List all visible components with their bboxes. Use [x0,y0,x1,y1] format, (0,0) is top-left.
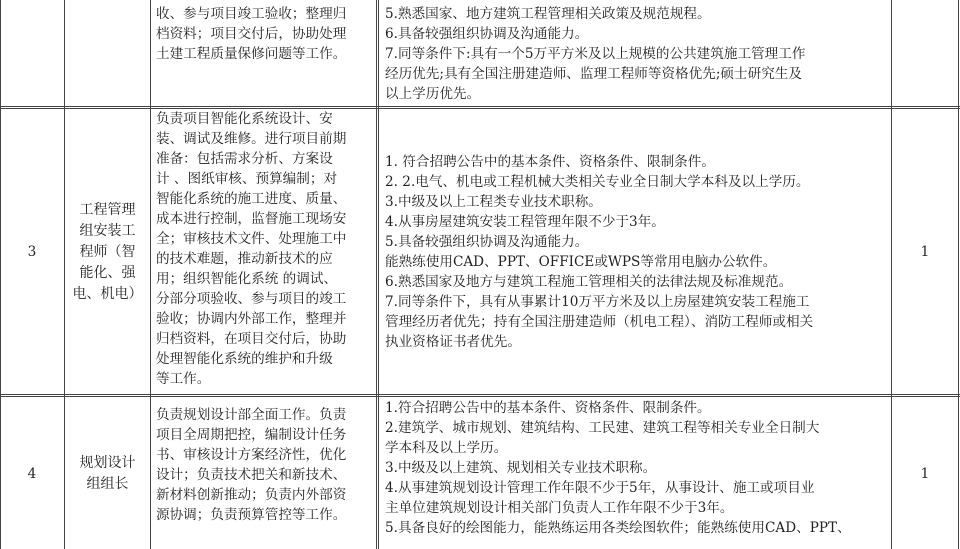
row-index [0,110,64,394]
duties-cell [156,405,378,525]
row-divider [0,106,960,109]
position-line: 电、机电） [72,285,143,302]
requirement-line: 1. 符合招聘公告中的基本条件、资格条件、限制条件。 [385,154,715,170]
requirement-line: 3.中级及以上工程类专业技术职称。 [385,194,602,210]
requirement-line: 4.从事房屋建筑安装工程管理年限不少于3年。 [385,214,665,230]
row-divider [0,394,960,397]
duty-line: 收、参与项目竣工验收；整理归 [156,6,347,22]
requirement-line: 5.具备较强组织协调及沟通能力。 [385,234,589,250]
duties-cell [156,109,378,389]
duty-line: 等工作。 [156,371,211,387]
position-line: 工程管理 [79,201,136,218]
duties-cell [156,4,378,64]
duty-line: 处理智能化系统的维护和升级 [156,351,333,367]
duty-line: 验收；协调内外部工作，整理并 [156,311,347,327]
requirement-line: 学本科及以上学历。 [385,440,508,456]
headcount-value: 1 [920,465,930,482]
requirement-line: 5.具备良好的绘图能力，能熟练运用各类绘图软件；能熟练使用CAD、PPT、 [385,520,851,536]
requirement-line: 主单位建筑规划设计相关部门负责人工作年限不少于3年。 [385,500,734,516]
duty-line: 负责项目智能化系统设计、安 [156,111,333,127]
requirement-line: 1.符合招聘公告中的基本条件、资格条件、限制条件。 [385,400,711,416]
duty-line: 的技术难题，推动新技术的应 [156,251,333,267]
duty-line: 项目全周期把控，编制设计任务 [156,427,347,443]
requirement-line: 4.从事建筑规划设计管理工作年限不少于5年，从事设计、施工或项目业 [385,480,815,496]
requirement-line: 2.建筑学、城市规划、建筑结构、工民建、建筑工程等相关专业全日制大 [385,420,820,436]
duty-line: 智能化系统的施工进度、质量、 [156,191,347,207]
row-index-text: 4 [27,465,37,482]
duty-line: 全；审核技术文件、处理施工中 [156,231,347,247]
duty-line: 档资料；项目交付后，协助处理 [156,26,347,42]
duty-line: 用；组织智能化系统 的调试、 [156,271,338,287]
requirement-line: 3.中级及以上建筑、规划相关专业技术职称。 [385,460,657,476]
requirement-line: 5.熟悉国家、地方建筑工程管理相关政策及规范规程。 [385,6,711,22]
headcount-cell [892,398,958,549]
duty-line: 分部分项验收、参与项目的竣工 [156,291,347,307]
column-divider [150,0,151,549]
position-title [80,453,136,495]
requirement-line: 6.具备较强组织协调及沟通能力。 [385,26,589,42]
row-index [0,398,64,549]
requirement-line: 执业资格证书者优先。 [385,334,521,350]
duty-line: 源协调；负责预算管控等工作。 [156,507,347,523]
headcount-cell [892,110,958,394]
duty-line: 书、审核设计方案经济性，优化 [156,447,347,463]
duty-line: 准备：包括需求分析、方案设 [156,151,333,167]
requirements-cell [385,4,890,104]
row-index-text: 3 [27,244,37,260]
requirement-line: 能熟练使用CAD、PPT、OFFICE或WPS等常用电脑办公软件。 [385,254,777,270]
duty-line: 新材料创新推动；负责内外部资 [156,487,347,503]
requirement-line: 2. 2.电气、机电或工程机械大类相关专业全日制大学本科及以上学历。 [385,174,810,190]
position-line: 组安装工 [79,222,136,239]
duty-line: 计 、图纸审核、预算编制；对 [156,171,338,187]
position-cell [65,398,150,549]
requirement-line: 经历优先;具有全国注册建造师、监理工程师等资格优先;硕士研究生及 [385,66,802,82]
duty-line: 负责规划设计部全面工作。负责 [156,407,347,423]
duty-line: 土建工程质量保修问题等工作。 [156,46,347,62]
requirement-line: 6.熟悉国家及地方与建筑工程施工管理相关的法律法规及标准规范。 [385,274,793,290]
position-line: 程师（智 [79,243,136,260]
duty-line: 装、调试及维修。进行项目前期 [156,131,347,147]
position-line: 规划设计 [79,454,136,471]
requirements-cell [385,110,890,394]
requirement-line: 7.同等条件下，具有从事累计10万平方米及以上房屋建筑安装工程施工 [385,294,810,310]
requirement-line: 管理经历者优先；持有全国注册建造师（机电工程）、消防工程师或相关 [385,314,814,330]
position-cell [65,110,150,394]
table-border-right [958,0,959,549]
requirement-line: 以上学历优先。 [385,86,481,102]
duty-line: 设计；负责技术把关和新技术、 [156,467,347,483]
headcount-value: 1 [920,244,930,260]
duty-line: 归档资料，在项目交付后，协助 [156,331,347,347]
position-line: 组组长 [86,475,129,492]
position-title [73,200,143,305]
requirements-cell [385,398,890,538]
duty-line: 成本进行控制，监督施工现场安 [156,211,347,227]
requirement-line: 7.同等条件下:具有一个5万平方米及以上规模的公共建筑施工管理工作 [385,46,806,62]
position-line: 能化、强 [79,264,136,281]
